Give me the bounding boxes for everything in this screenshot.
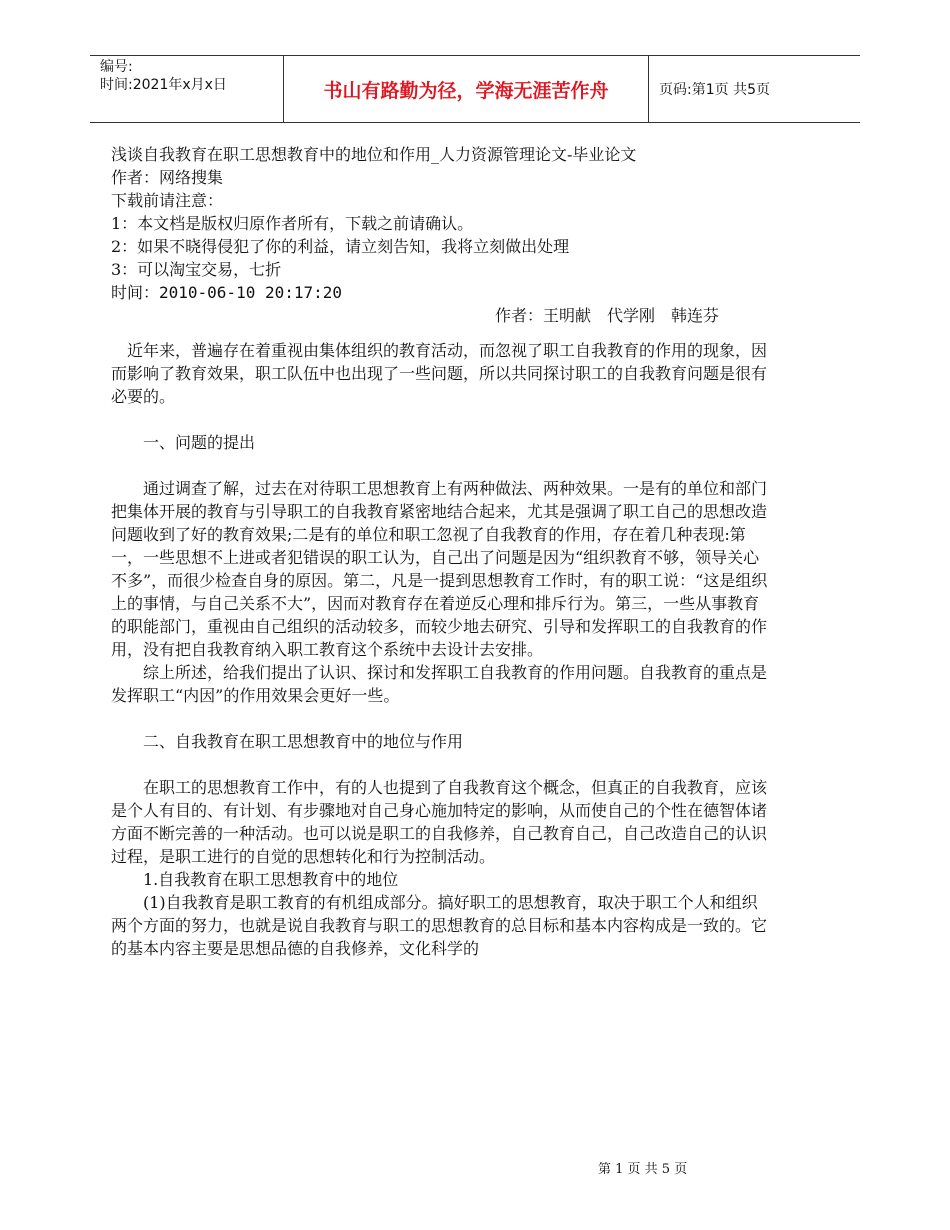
- section2-paragraph-1: 在职工的思想教育工作中，有的人也提到了自我教育这个概念，但真正的自我教育，应该是个人有目的、有计划、有步骤地对自己身心施加特定的影响，从而使自己的个性在德智体诸方面不断完善的一种活动。也可以说是职工的自我修养，自己教育自己，自己改造自己的认识过程，是职工进行的自觉的思想转化和行为控制活动。: [111, 778, 768, 866]
- section2-paragraph-2: (1)自我教育是职工教育的有机组成部分。搞好职工的思想教育，取决于职工个人和组织两个方面的努力，也就是说自我教育与职工的思想教育的总目标和基本内容构成是一致的。它的基本内容主要是思想品德的自我修养，文化科学的: [111, 893, 768, 958]
- section2-subheading-1: 1.自我教育在职工思想教育中的地位: [143, 870, 399, 889]
- header-motto: 书山有路勤为径，学海无涯苦作舟: [284, 56, 649, 122]
- header-left-cell: [90, 56, 284, 122]
- document-source: 作者：网络搜集: [111, 168, 224, 187]
- section1-paragraph-1: 通过调查了解，过去在对待职工思想教育上有两种做法、两种效果。一是有的单位和部门把集体开展的教育与引导职工的自我教育紧密地结合起来，尤其是强调了职工自己的思想改造问题收到了好的教育效果;二是有的单位和职工忽视了自我教育的作用，存在着几种表现:第一，一些思想不上进或者犯错误的职工认为，自己出了问题是因为“组织教育不够，领导关心不多”，而很少检查自身的原因。第二，凡是一提到思想教育工作时，有的职工说：“这是组织上的事情，与自己关系不大”，因而对教育存在着逆反心理和排斥行为。第三，一些从事教育的职能部门，重视由自己组织的活动较多，而较少地去研究、引导和发挥职工的自我教育的作用，没有把自我教育纳入职工教育这个系统中去设计去安排。: [111, 479, 768, 659]
- document-title: 浅谈自我教育在职工思想教育中的地位和作用_人力资源管理论文-毕业论文: [111, 145, 637, 164]
- publish-time: 时间：2010-06-10 20:17:20: [111, 283, 343, 302]
- header-time-label: 时间:2021年x月x日: [100, 77, 227, 93]
- article-authors: 作者：王明献 代学刚 韩连芬: [494, 306, 719, 325]
- document-body: [111, 143, 771, 960]
- notice-heading: 下载前请注意：: [111, 191, 224, 210]
- notice-item-3: 3：可以淘宝交易，七折: [111, 260, 282, 279]
- page-header: [90, 55, 860, 123]
- page-footer: 第 1 页 共 5 页: [598, 1162, 688, 1177]
- notice-item-2: 2：如果不晓得侵犯了你的利益，请立刻告知，我将立刻做出处理: [111, 237, 570, 256]
- section1-paragraph-2: 综上所述，给我们提出了认识、探讨和发挥职工自我教育的作用问题。自我教育的重点是发挥职工“内因”的作用效果会更好一些。: [111, 663, 768, 705]
- section1-heading: 一、问题的提出: [143, 433, 256, 452]
- section2-heading: 二、自我教育在职工思想教育中的地位与作用: [143, 732, 464, 751]
- notice-item-1: 1：本文档是版权归原作者所有，下载之前请确认。: [111, 214, 474, 233]
- header-page-info: 页码:第1页 共5页: [659, 82, 770, 98]
- header-number-label: 编号:: [100, 59, 133, 75]
- intro-paragraph: 近年来，普遍存在着重视由集体组织的教育活动，而忽视了职工自我教育的作用的现象，因而影响了教育效果，职工队伍中也出现了一些问题，所以共同探讨职工的自我教育问题是很有必要的。: [111, 341, 768, 406]
